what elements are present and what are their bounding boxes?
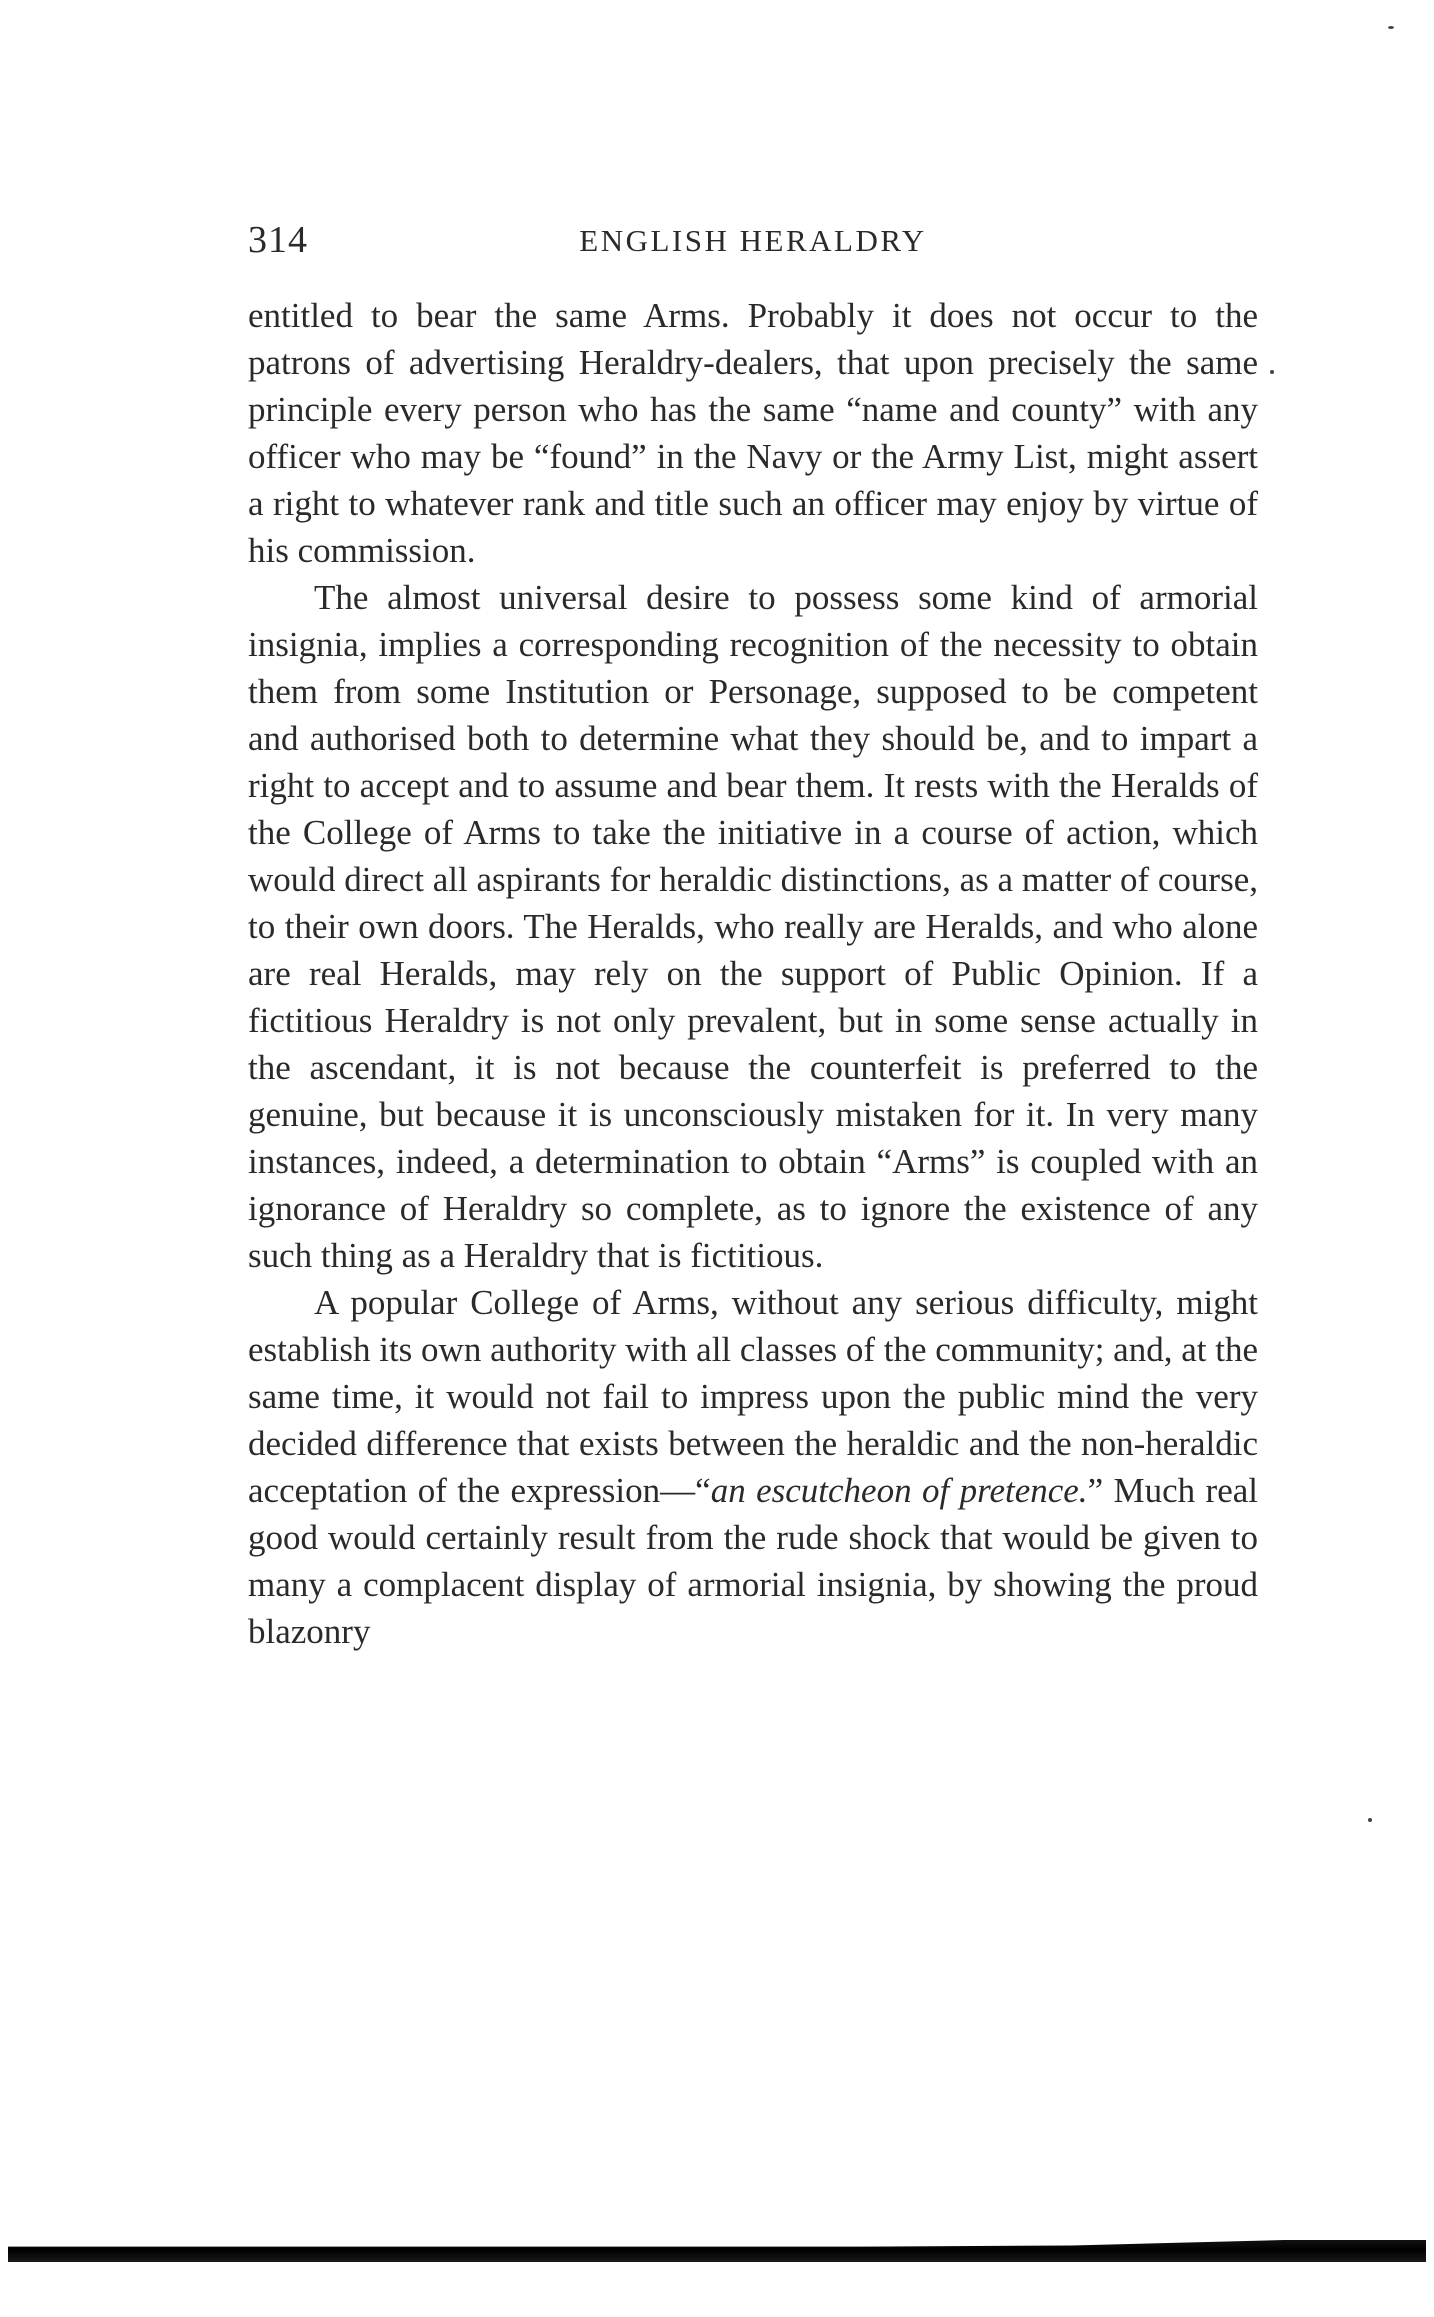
- running-head: ENGLISH HERALDRY: [579, 223, 927, 258]
- scan-speck: [1368, 1818, 1372, 1822]
- paragraph-3-text-start: A popular College of Arms, without any serious difficulty, might establish its own authority with all classes of the community; and, at the same time, it would not fail to impress upon the public mind the very decided difference that exists between the heraldic and the non-heraldic acceptation of the expression—“: [248, 1283, 1258, 1510]
- paragraph-1: [248, 292, 1258, 574]
- paragraph-2-text: The almost universal desire to possess some kind of armorial insignia, implies a corresponding recognition of the necessity to obtain them from some Institution or Personage, supposed to be competent and authorised both to determine what they should be, and to impart a right to accept and to assume and bear them. It rests with the Heralds of the College of Arms to take the initiative in a course of action, which would direct all aspirants for heraldic distinctions, as a matter of course, to their own doors. The Heralds, who really are Heralds, and who alone are real Heralds, may rely on the support of Public Opinion. If a fictitious Heraldry is not only prevalent, but in some sense actually in the ascendant, it is not because the counterfeit is preferred to the genuine, but because it is unconsciously mistaken for it. In very many instances, indeed, a determination to obtain “Arms” is coupled with an ignorance of Heraldry so complete, as to ignore the existence of any such thing as a Heraldry that is fictitious.: [248, 578, 1258, 1275]
- paragraph-3: [248, 1279, 1258, 1655]
- paragraph-3-italic-phrase: an escutcheon of pretence.: [710, 1471, 1088, 1510]
- body-text: [248, 292, 1258, 1655]
- paragraph-2: [248, 574, 1258, 1279]
- page-bottom-rule: [8, 2240, 1426, 2262]
- paragraph-1-text: entitled to bear the same Arms. Probably it does not occur to the patrons of advertising Heraldry-dealers, that upon precisely the same principle every person who has the same “name and county” with any officer who may be “found” in the Navy or the Army List, might assert a right to whatever rank and title such an officer may enjoy by virtue of his commission.: [248, 296, 1258, 570]
- scan-speck: [1270, 370, 1274, 374]
- paragraph-3-text-end: ” Much real good would certainly result from the rude shock that would be given to many a complacent display of armorial insignia, by showing the proud blazonry: [248, 1471, 1259, 1651]
- scan-speck: [1388, 26, 1394, 29]
- page-header: [248, 218, 1258, 268]
- page-number: 314: [248, 219, 308, 261]
